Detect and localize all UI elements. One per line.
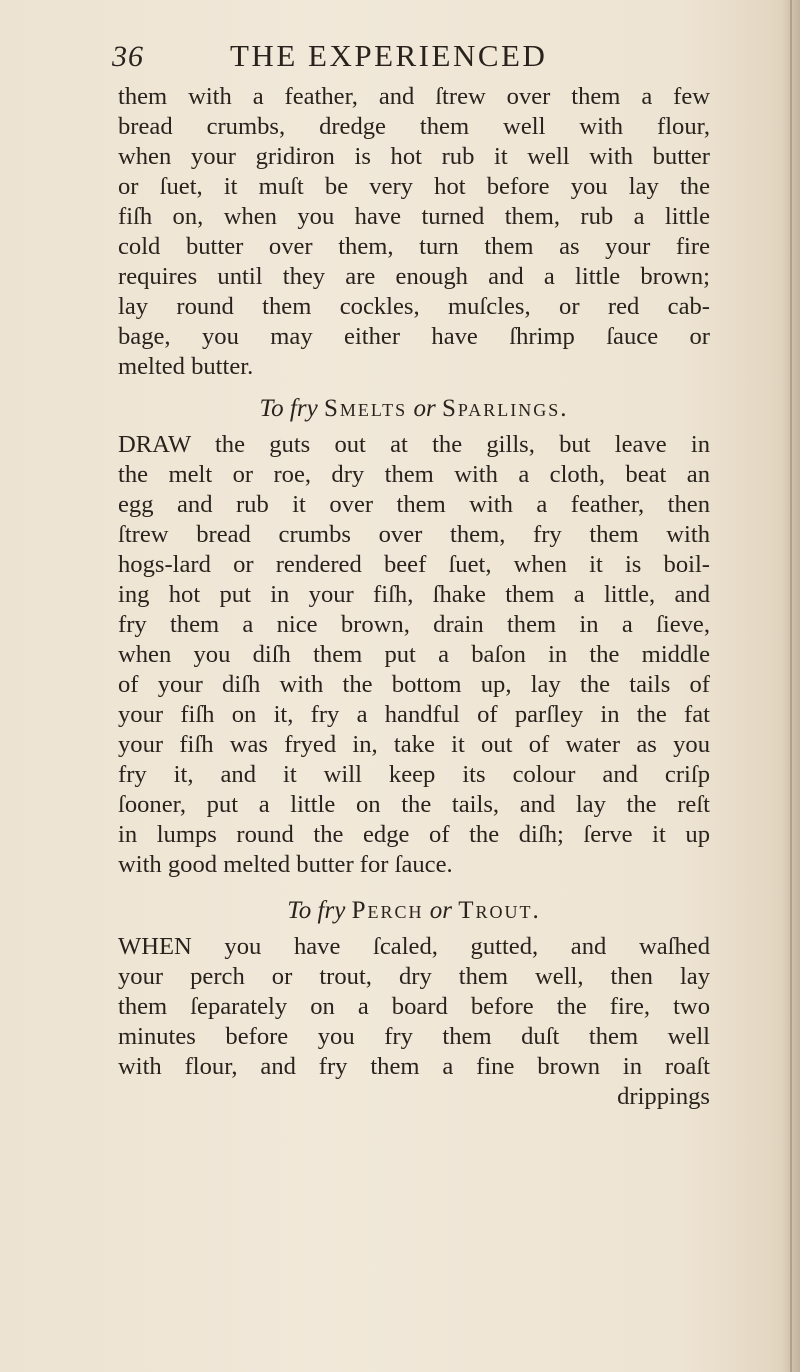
text-line: egg and rub it over them with a feather, then [118,491,710,518]
heading-prefix: To fry [287,897,346,924]
catchword: drippings [617,1083,710,1110]
paragraph-perch [118,932,710,1112]
paragraph-grilled-fish [118,82,710,382]
text-line: fry it, and it will keep its colour and criſp [118,761,710,788]
heading-conjunction: or [413,395,436,422]
page-edge-line [790,0,792,1372]
running-title: THE EXPERIENCED [230,38,548,73]
text-line: melted butter. [118,353,254,380]
text-line: your fiſh was fryed in, take it out of water as you [118,731,710,758]
text-line: them with a feather, and ſtrew over them a few [118,83,710,110]
text-line: with flour, and fry them a fine brown in roaſt [118,1053,710,1080]
text-line: the melt or roe, dry them with a cloth, beat an [118,461,710,488]
text-line: with good melted butter for ſauce. [118,851,453,878]
text-line: DRAW the guts out at the gills, but leave in [118,431,710,458]
text-line: fry them a nice brown, drain them in a ſieve, [118,611,710,638]
paragraph-smelts [118,430,710,880]
recipe-heading-smelts [118,392,710,426]
text-line: ing hot put in your fiſh, ſhake them a little, and [118,581,710,608]
text-line: ſooner, put a little on the tails, and lay the reſt [118,791,710,818]
page-header [112,36,672,76]
text-line: bage, you may either have ſhrimp ſauce or [118,323,710,350]
text-line: when you diſh them put a baſon in the middle [118,641,710,668]
heading-prefix: To fry [259,395,318,422]
text-line: hogs-lard or rendered beef ſuet, when it is boil- [118,551,710,578]
heading-conjunction: or [429,897,452,924]
text-line: in lumps round the edge of the diſh; ſerve it up [118,821,710,848]
text-line: them ſeparately on a board before the fire, two [118,993,710,1020]
text-line: ſtrew bread crumbs over them, fry them with [118,521,710,548]
text-line: minutes before you fry them duſt them well [118,1023,710,1050]
text-line: of your diſh with the bottom up, lay the tails of [118,671,710,698]
text-line: your perch or trout, dry them well, then lay [118,963,710,990]
heading-title-b: Sparlings. [441,395,569,422]
text-line: your fiſh on it, fry a handful of parſley in the fat [118,701,710,728]
text-line: when your gridiron is hot rub it well with butter [118,143,710,170]
text-line: or ſuet, it muſt be very hot before you lay the [118,173,710,200]
heading-title-a: Smelts [323,395,408,422]
page-number: 36 [112,40,144,73]
text-line: WHEN you have ſcaled, gutted, and waſhed [118,933,710,960]
text-line: requires until they are enough and a little brown; [118,263,710,290]
recipe-heading-perch [118,894,710,928]
text-line: bread crumbs, dredge them well with flour, [118,113,710,140]
heading-title-b: Trout. [458,897,541,924]
text-line: lay round them cockles, muſcles, or red cab- [118,293,710,320]
text-line: fiſh on, when you have turned them, rub a little [118,203,710,230]
heading-title-a: Perch [351,897,424,924]
text-line: cold butter over them, turn them as your fire [118,233,710,260]
